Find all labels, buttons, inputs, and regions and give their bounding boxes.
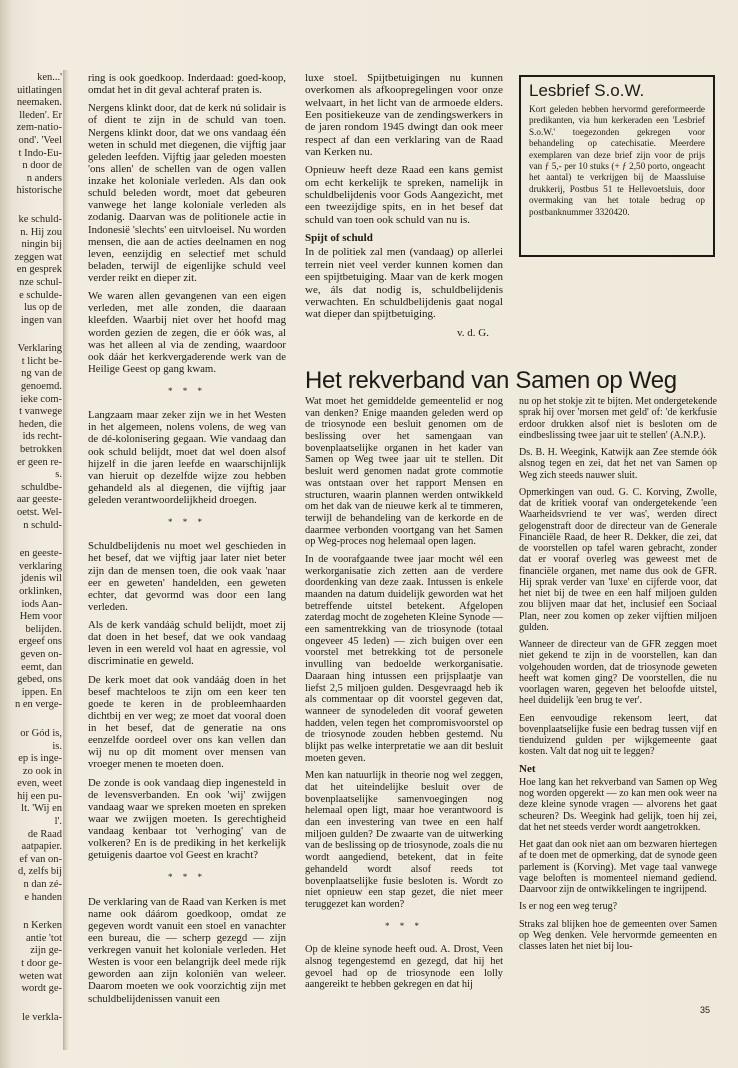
fragment-line: nze schul- bbox=[19, 276, 62, 288]
paragraph: Opmerkingen van oud. G. C. Korving, Zwolle, dat de kritiek vooraf van ondergetekende 'een Waarheidsvriend te ver was', werden direct gelogenstraft door de directeur van de Generale Financiële Raad, de heer R. Dekker, die zei, dat de voorstellen op tafel waren gebracht, zonder dat er vooraf overleg was geweest met de financiële organen, met name dus ook de GFR. Hij sprak verder van 'luxe' en cijferde voor, dat het niet bij de twee en een half miljoen gulden zou blijven maar dat het, inclusief een Sociaal Plan, neer zou komen op zeker vijftien miljoen gulden. bbox=[519, 486, 717, 633]
fragment-line: heden, die bbox=[18, 418, 62, 430]
fragment-gap bbox=[0, 712, 62, 728]
fragment-line: n. Hij zou bbox=[20, 226, 62, 238]
fragment-line: ep is inge- bbox=[18, 753, 62, 765]
article-column-1 bbox=[305, 396, 503, 997]
fragment-line: n schuld- bbox=[23, 519, 62, 531]
fragment-line: ippen. En bbox=[21, 686, 62, 698]
fragment-line: er geen re- bbox=[17, 456, 62, 468]
fragment-line: t door ge- bbox=[21, 958, 62, 969]
fragment-line: betrokken bbox=[20, 444, 62, 456]
fragment-line: Hem voor bbox=[19, 611, 62, 623]
section-divider: * * * bbox=[385, 920, 423, 931]
fragment-line: n dan zé- bbox=[23, 879, 62, 891]
article-headline: Het rekverband van Samen op Weg bbox=[305, 367, 677, 394]
fragment-line: iods Aan- bbox=[21, 598, 62, 610]
fragment-line: s. bbox=[55, 469, 62, 481]
paragraph: nu op het stokje zit te bijten. Met ondergetekende sprak hij over 'morsen met geld' of: 'de kerkfusie erdoor drukken alsof niet is besloten om de eindbeslissing twee jaar uit te stellen' (A.N.P.). bbox=[519, 396, 717, 441]
article-column-2 bbox=[519, 396, 717, 958]
section-divider: * * * bbox=[168, 386, 206, 396]
fragment-line: en geeste- bbox=[19, 548, 62, 560]
paragraph: Is er nog een weg terug? bbox=[519, 901, 618, 913]
fragment-line: ningin bij bbox=[21, 239, 62, 251]
fragment-line: ken...' bbox=[37, 72, 62, 83]
fragment-line: en gesprek bbox=[16, 264, 62, 276]
subheading-net: Net bbox=[519, 762, 536, 775]
paragraph: De verklaring van de Raad van Kerken is met name ook dáárom goedkoop, omdat ze gegeven wordt vanuit een stoel en vanachter een bureau, die — scherp gezegd — zijn verkregen vanuit het koloniale verleden. Het Westen is voor een belangrijk deel mede rijk geworden aan zijn koloniën van weleer. Daarom moeten we ook voorzichtig zijn met schuldbelijdenissen vanuit een bbox=[88, 895, 286, 1005]
fragment-line: de Raad bbox=[27, 828, 62, 840]
fragment-line: or Gód is, bbox=[20, 727, 62, 739]
fragment-line: zem-natio- bbox=[16, 122, 62, 134]
paragraph: Hoe lang kan het rekverband van Samen op Weg nog worden opgerekt — zo kan men ook weer na deze kleine synode vragen — alvorens het gaat scheuren? Ds. Weegink had gelijk, toen hij zei, dat het net steeds verder wordt aangetrokken. bbox=[519, 776, 717, 833]
fragment-line: orklinken, bbox=[19, 585, 62, 597]
fragment-line: verklaring bbox=[18, 560, 62, 572]
fragment-line: le verkla- bbox=[22, 1011, 62, 1023]
fragment-gap bbox=[0, 327, 62, 343]
lesbrief-notice-box bbox=[519, 75, 715, 257]
fragment-line: schuldbe- bbox=[21, 481, 62, 493]
fragment-line: is. bbox=[52, 740, 62, 752]
fragment-line: zijn ge- bbox=[30, 945, 62, 957]
lesbrief-title: Lesbrief S.o.W. bbox=[529, 81, 645, 100]
paragraph: Schuldbelijdenis nu moet wel geschieden in het besef, dat we vijftig jaar later niet beter zijn dan de mensen toen, die ook vaak 'naar eer en geweten' handelden, een geweten echter, dat gevormd was door een lang verleden. bbox=[88, 540, 286, 613]
fragment-line: e schulde- bbox=[19, 289, 62, 301]
fragment-line: lt. 'Wij en bbox=[21, 803, 62, 815]
fragment-line: jdenis wil bbox=[20, 573, 62, 585]
paragraph: Men kan natuurlijk in theorie nog wel zeggen, dat het uiteindelijke besluit over de bovenplaatselijke samenvoegingen nog helemaal open ligt, maar hoe verantwoord is dan een investering van twee en een half miljoen gulden? De zwaarte van de uitwerking van de beslissing op de triosynode, zoals die nu wordt aangediend, betekent, dat in feite gehandeld wordt alsof reeds tot bovenplaatselijke fusie besloten is. Wordt zo niet opnieuw een stap gezet, die niet meer teruggezet kan worden? bbox=[305, 770, 503, 910]
fragment-line: t licht be- bbox=[21, 355, 62, 367]
fragment-line: n anders bbox=[26, 172, 62, 184]
paragraph: In de politiek zal men (vandaag) op allerlei terrein niet veel verder kunnen komen dan een spijtbetuiging. Maar van de kerk mogen we, áls dat nodig is, schuldbelijdenis verwachten. En schuldbelijdenis gaat nogal wat dieper dan spijtbetuiging. bbox=[305, 246, 503, 321]
fragment-line: uitlatingen bbox=[17, 84, 62, 96]
fragment-line: ingen van bbox=[20, 314, 62, 326]
paragraph: luxe stoel. Spijtbetuigingen nu kunnen overkomen als afkoopregelingen voor onze welvaart, in het licht van de armoede elders. Een positiekeuze van de zendingswerkers in de jaren rondom 1945 dwingt dan ook meer respect af dan een verklaring van de Raad van Kerken nu. bbox=[305, 72, 503, 159]
section-divider: * * * bbox=[168, 872, 206, 883]
fragment-line: eemt, dan bbox=[21, 661, 62, 673]
fragment-gap bbox=[0, 996, 62, 1012]
paragraph: Nergens klinkt door, dat de kerk nú solidair is of dient te zijn in de schuld van toen. Nergens klinkt door, dat we ons vandaag één weten in schuld met diegenen, die vijftig jaar geleden leefden. Vijftig jaar geleden moesten 'ons allen' de schellen van de ogen vallen inzake het koloniale verleden. Als dan ook schuld beleden wordt, moet dat gebeuren vanwege het lange koloniale verleden als zodanig. Daarvan was de politionele actie in Indonesië 'slechts' een uitvloeisel. Nu worden mensen, die aan de acties deelnamen en nog leven, eenzijdig en selectief met schuld beladen, terwijl de eigenlijke schuld veel verder reikt en dieper zit. bbox=[88, 102, 286, 284]
fragment-line: gebed, ons bbox=[17, 674, 62, 686]
fragment-line: even, weet bbox=[17, 778, 62, 790]
paragraph: Een eenvoudige rekensom leert, dat bovenplaatselijke fusie een bedrag tussen vijf en tienduizend gulden per wijkgemeente gaat kosten. Valt dat nog uit te leggen? bbox=[519, 712, 717, 758]
fragment-gap bbox=[0, 198, 62, 214]
paragraph: Wanneer de directeur van de GFR zeggen moet niet gekend te zijn in de voorstellen, kan dan volgehouden worden, dat de triosynode geweten heeft wat komen ging? De voorstellen, die nu voorlagen waren, gegeven het beloofde uitstel, heel duidelijk 'een brug te ver'. bbox=[519, 639, 717, 707]
fragment-line: t Indo-Eu- bbox=[18, 147, 62, 159]
paragraph: ring is ook goedkoop. Inderdaad: goed-koop, omdat het in dit geval achteraf praten is. bbox=[88, 72, 286, 97]
fragment-line: hij een pu- bbox=[17, 790, 62, 802]
fragment-line: aar geeste- bbox=[16, 494, 62, 506]
page-number: 35 bbox=[700, 1005, 711, 1015]
paragraph: Straks zal blijken hoe de gemeenten over Samen op Weg denken. Vele hervormde gemeenten en classes laten het niet bij lou- bbox=[519, 918, 717, 952]
fragment-line: aatpapier. bbox=[21, 841, 62, 853]
fragment-line: antie 'tot bbox=[25, 932, 62, 944]
fragment-line: n Kerken bbox=[23, 920, 62, 932]
fragment-line: ond'. 'Veel bbox=[18, 134, 62, 146]
paragraph: Ds. B. H. Weegink, Katwijk aan Zee stemde óók alsnog tegen en zei, dat het net van Samen op Weg zich steeds nauwer sluit. bbox=[519, 447, 717, 481]
fragment-line: ids recht- bbox=[22, 431, 62, 443]
fragment-line: historische bbox=[16, 185, 62, 197]
fragment-line: n door de bbox=[22, 160, 62, 172]
column-2 bbox=[305, 72, 503, 339]
fragment-line: lus op de bbox=[24, 302, 62, 314]
paragraph: Op de kleine synode heeft oud. A. Drost, Veen alsnog tegengestemd en gezegd, dat hij het gevoel had op de triosynode een lolly aangereikt te hebben gekregen en dat hij bbox=[305, 944, 503, 991]
fragment-line: Verklaring bbox=[17, 343, 62, 355]
fragment-line: ieke com- bbox=[20, 393, 62, 405]
page-fold-shadow bbox=[63, 70, 69, 1050]
paragraph: De kerk moet dat ook vandáág doen in het besef machteloos te zijn om een keer ten goede te keren in de probleemhaarden dichtbij en ver weg; ze moet dat vooral doen in het besef, dat de generatie na ons eenzelfde oordeel over ons kan vellen dan wij nu op dit moment over mensen van vroeger menen te moeten doen. bbox=[88, 673, 286, 771]
fragment-line: oetst. Wel- bbox=[16, 507, 62, 518]
fragment-line: ng van de bbox=[21, 368, 62, 380]
fragment-line: ef van on- bbox=[19, 853, 62, 865]
paragraph: Langzaam maar zeker zijn we in het Westen in het algemeen, nolens volens, de weg van de dé-kolonisering gegaan. Wie vandaag dan ook schuld belijdt, moet dat wel doen alsof hijzelf in die jaren leefde en waarschijnlijk van hieruit op dezelfde wijze zou hebben gehandeld als al diegenen, die vijftig jaar geleden verantwoordelijkheid droegen. bbox=[88, 409, 286, 506]
paragraph: Het gaat dan ook niet aan om bezwaren hiertegen af te doen met de opmerking, dat de synode geen parlement is (Korving). Met vage taal vanwege vage beloften is momenteel niemand gediend. Daarvoor zijn de ontwikkelingen te ingrijpend. bbox=[519, 839, 717, 895]
fragment-line: weten wat bbox=[19, 970, 62, 982]
fragment-line: lleden'. Er bbox=[19, 109, 62, 121]
fragment-line: ke schuld- bbox=[18, 213, 62, 225]
paragraph: Wat moet het gemiddelde gemeentelid er nog van denken? Enige maanden geleden werd op de triosynode een besluit genomen om de beslissing over het samengaan van bovenplaatselijke organen in het kader van Samen op Weg twee jaar uit te stellen. Dit besluit werd genomen nadat grote commotie was ontstaan over het rapport Mensen en structuren, waarin plannen werden ontwikkeld om het dak van de nieuwe kerk al te timmeren, terwijl de behandeling van de kerkorde en de daarmee verbonden voortgang van het Samen op Weg-proces nog helemaal open lagen. bbox=[305, 396, 503, 548]
fragment-line: belijden. bbox=[25, 623, 62, 635]
fragment-line: d, zelfs bij bbox=[17, 866, 62, 878]
fragment-line: zo ook in bbox=[22, 765, 62, 777]
author-signature: v. d. G. bbox=[457, 326, 489, 339]
paragraph: Als de kerk vandáág schuld belijdt, moet zij dat doen in het besef, dat we ook vandaag leven in een wereld vol haat en agressie, vol discriminatie en geweld. bbox=[88, 619, 286, 668]
fragment-line: zeggen wat bbox=[14, 251, 62, 263]
fragment-line: geven on- bbox=[20, 648, 62, 660]
fragment-line: ergeef ons bbox=[18, 636, 62, 648]
fragment-line: e handen bbox=[24, 891, 62, 903]
fragment-line: t vanwege bbox=[19, 406, 62, 418]
previous-page-fragment bbox=[0, 72, 62, 1024]
fragment-gap bbox=[0, 904, 62, 920]
paragraph: In de voorafgaande twee jaar mocht wél een werkorganisatie zich zetten aan de verdere doordenking van deze zaak. Intussen is enkele maanden na datum duidelijk geworden wat het betreffende uitstel betekent. Afgelopen zaterdag mocht de zogeheten Kleine Synode — een samentrekking van de triosynode (totaal ongeveer 45 leden) — zich buigen over een voorstel met betrekking tot de personele invulling van bedoelde werkorganisatie. Daaraan hing intussen een prijsplaatje van liefst 2,5 miljoen gulden. Desgevraagd heb ik als commentaar op dit voorstel gegeven dat, wanneer de synodeleden dit vooraf geweten hadden, velen tegen het compromisvoorstel op de triosynode zouden hebben gestemd. Nu blijkt pas welke interpretatie we aan dit besluit moeten geven. bbox=[305, 553, 503, 764]
lesbrief-text: Kort geleden hebben hervormd gereformeerde predikanten, via hun kerkeraden een 'Lesbrief S.o.W.' toegezonden gekregen voor behandeling op catechisatie. Meerdere exemplaren van deze brief zijn voor de prijs van ƒ 5,- per 10 stuks (+ ƒ 2,50 porto, ongeacht het aantal) te verkrijgen bij de Maassluise drukkerij, Postbus 51 te Hellevoetsluis, door overmaking van het totale bedrag op postbanknummer 3320420. bbox=[529, 104, 705, 217]
subheading-spijt-of-schuld: Spijt of schuld bbox=[305, 232, 373, 245]
fragment-line: wordt ge- bbox=[21, 983, 62, 995]
paragraph: We waren allen gevangenen van een eigen verleden, met alle zonden, die daaraan kleefden. Waarbij niet over het hoofd mag worden gezien de zegen, die er óók was, al was het alleen al via de zending, waardoor ook dáár het kerkvergaderende werk van de Heilige Geest op gang kwam. bbox=[88, 290, 286, 375]
column-1 bbox=[88, 72, 286, 1011]
fragment-line: n en verge- bbox=[14, 699, 62, 711]
section-divider: * * * bbox=[168, 517, 206, 528]
fragment-line: genoemd. bbox=[20, 381, 62, 393]
fragment-line: neemaken. bbox=[16, 97, 62, 109]
paragraph: Opnieuw heeft deze Raad een kans gemist om echt kerkelijk te spreken, namelijk in schuldbelijdenis voor Gods Aangezicht, met een tweezijdige spits, en in het besef dat schuld van toen ook schuld van nu is. bbox=[305, 164, 503, 226]
paragraph: De zonde is ook vandaag diep ingenesteld in de levensverbanden. En ook 'wij' zwijgen vandaag waar we spreken moeten en spreken waar we zwijgen moeten. Is gerechtigheid vandaag kenbaar tot 'verhoging' van de volkeren? En is de prediking in het kerkelijk getuigenis daartoe vol Geest en kracht? bbox=[88, 776, 286, 862]
fragment-line: l'. bbox=[54, 816, 62, 828]
fragment-gap bbox=[0, 532, 62, 548]
